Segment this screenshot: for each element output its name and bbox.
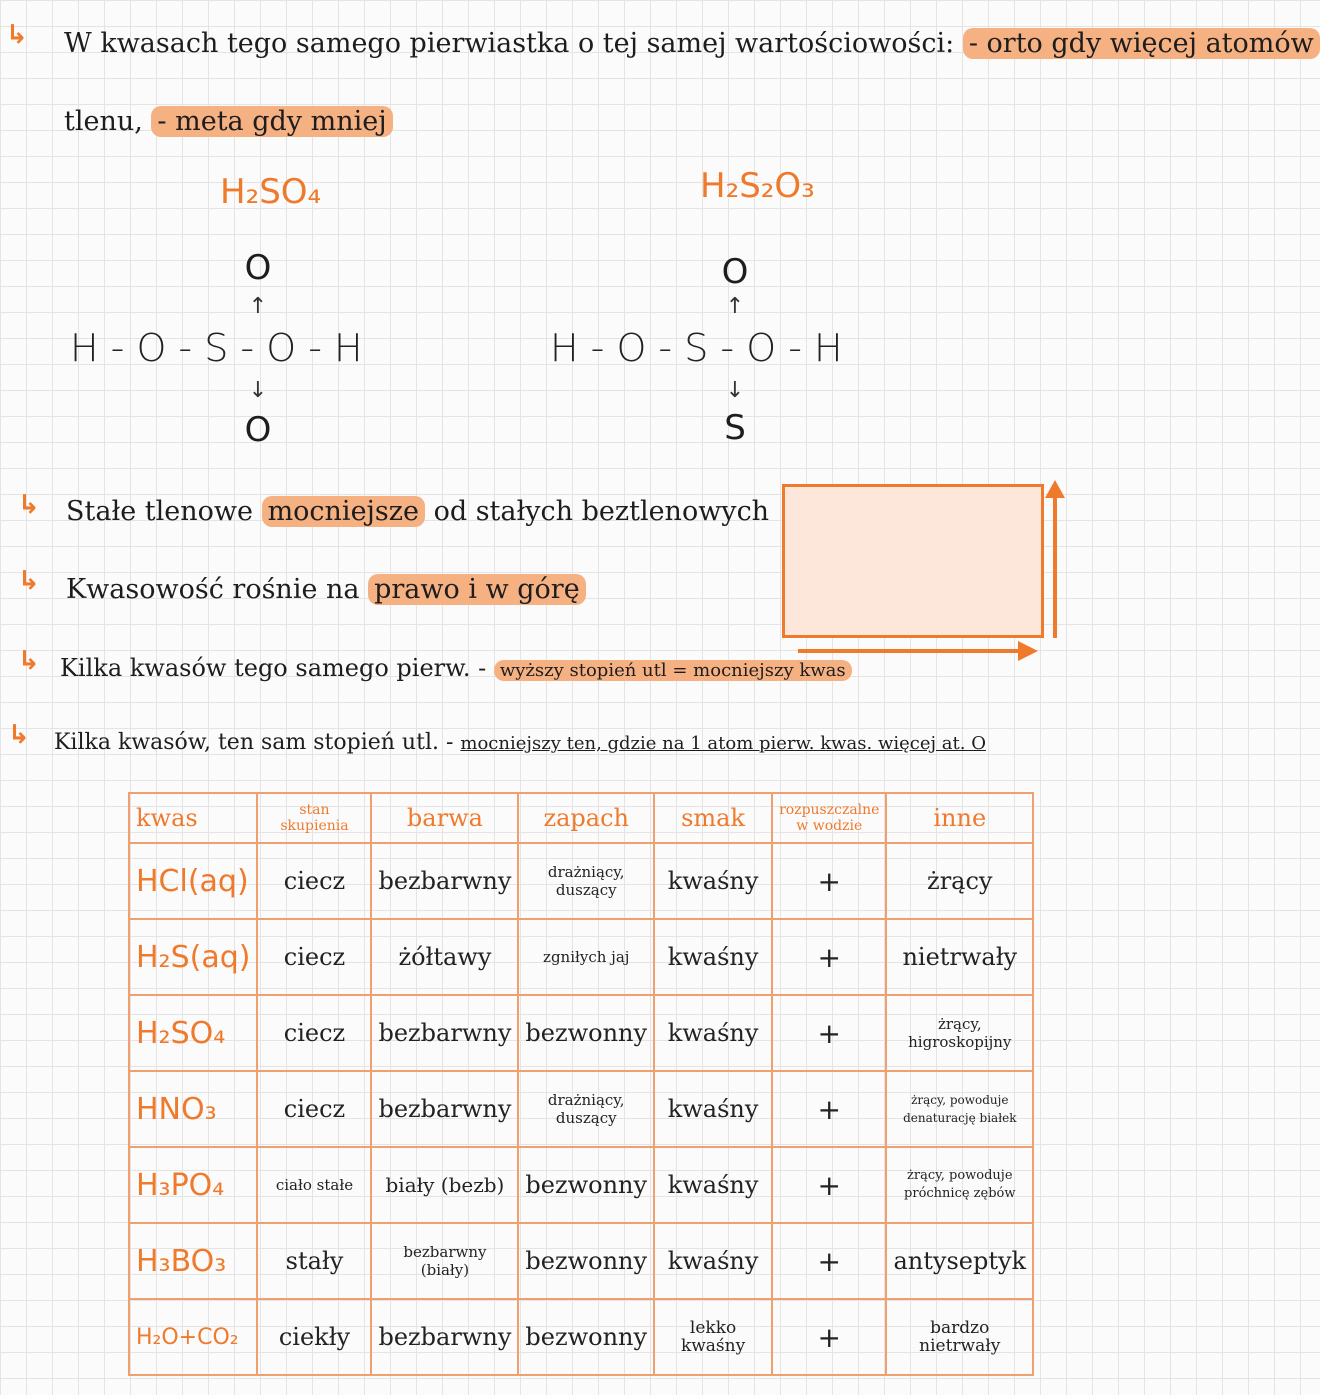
- arrow-bullet-icon: ↳: [8, 720, 30, 750]
- acid-name: H₃BO₃: [129, 1223, 257, 1299]
- header-rozpuszczalne: rozpuszczalne w wodzie: [772, 793, 886, 843]
- acid-taste: kwaśny: [654, 995, 772, 1071]
- rule-5-text: Kilka kwasów, ten sam stopień utl. -: [54, 730, 454, 755]
- acid-color: żółtawy: [371, 919, 518, 995]
- table-row: [129, 1071, 1033, 1147]
- rule-1-highlight: - orto gdy więcej atomów: [963, 28, 1320, 59]
- acid-color: bezbarwny: [371, 1299, 518, 1375]
- acid-smell: bezwonny: [518, 1299, 654, 1375]
- left-chain: H - O - S - O - H: [70, 326, 363, 370]
- acid-smell: bezwonny: [518, 995, 654, 1071]
- table-row: [129, 843, 1033, 919]
- acid-name: HCl(aq): [129, 843, 257, 919]
- acid-state: ciecz: [257, 1071, 371, 1147]
- acid-color: biały (bezb): [371, 1147, 518, 1223]
- right-arrow-down-icon: ↓: [725, 378, 745, 403]
- table-row: [129, 1223, 1033, 1299]
- acid-name: H₃PO₄: [129, 1147, 257, 1223]
- table-row: [129, 1147, 1033, 1223]
- arrow-bullet-icon: ↳: [18, 490, 40, 520]
- arrow-bullet-icon: ↳: [6, 20, 28, 50]
- acid-other: nietrwały: [886, 919, 1033, 995]
- acid-soluble: +: [772, 843, 886, 919]
- rule-2: [66, 496, 769, 527]
- rule-1-cont: [64, 106, 393, 137]
- rule-2-text: Stałe tlenowe: [66, 496, 253, 527]
- rule-3-highlight: prawo i w górę: [368, 574, 586, 605]
- header-inne: inne: [886, 793, 1033, 843]
- acid-other: żrący, higroskopijny: [886, 995, 1033, 1071]
- acid-color: bezbarwny: [371, 995, 518, 1071]
- acid-state: ciało stałe: [257, 1147, 371, 1223]
- acid-other: bardzo nietrwały: [886, 1299, 1033, 1375]
- acid-properties-table: [128, 792, 1034, 1376]
- rule-5: [54, 730, 986, 755]
- acid-color: bezbarwny: [371, 1071, 518, 1147]
- acid-other: antyseptyk: [886, 1223, 1033, 1299]
- acid-smell: bezwonny: [518, 1223, 654, 1299]
- table-row: [129, 919, 1033, 995]
- rule-4-highlight: wyższy stopień utl = mocniejszy kwas: [494, 660, 852, 681]
- acid-soluble: +: [772, 1071, 886, 1147]
- acid-color: bezbarwny (biały): [371, 1223, 518, 1299]
- rule-2-highlight: mocniejsze: [262, 496, 425, 527]
- acid-taste: kwaśny: [654, 1223, 772, 1299]
- acid-state: ciecz: [257, 919, 371, 995]
- rule-3-text: Kwasowość rośnie na: [66, 574, 360, 605]
- left-arrow-down-icon: ↓: [248, 378, 268, 403]
- acid-state: ciecz: [257, 843, 371, 919]
- acid-taste: kwaśny: [654, 1147, 772, 1223]
- rule-3: [66, 574, 586, 605]
- acidity-trend-box: [782, 484, 1044, 638]
- right-chain: H - O - S - O - H: [550, 326, 843, 370]
- table-header-row: [129, 793, 1033, 843]
- acid-soluble: +: [772, 1223, 886, 1299]
- acid-state: ciekły: [257, 1299, 371, 1375]
- table-row: [129, 995, 1033, 1071]
- header-kwas: kwas: [129, 793, 257, 843]
- rule-1-highlight-2: - meta gdy mniej: [151, 106, 392, 137]
- acid-soluble: +: [772, 995, 886, 1071]
- acid-state: ciecz: [257, 995, 371, 1071]
- header-barwa: barwa: [371, 793, 518, 843]
- acid-name: H₂O+CO₂: [129, 1299, 257, 1375]
- header-zapach: zapach: [518, 793, 654, 843]
- header-smak: smak: [654, 793, 772, 843]
- rule-2-rest: od stałych beztlenowych: [433, 496, 770, 527]
- acid-taste: kwaśny: [654, 843, 772, 919]
- acid-name: HNO₃: [129, 1071, 257, 1147]
- acid-soluble: +: [772, 1299, 886, 1375]
- acid-taste: kwaśny: [654, 1071, 772, 1147]
- acid-taste: kwaśny: [654, 919, 772, 995]
- acid-smell: drażniący, duszący: [518, 1071, 654, 1147]
- acid-soluble: +: [772, 919, 886, 995]
- rule-4: [60, 654, 852, 682]
- header-stan: stan skupienia: [257, 793, 371, 843]
- acid-smell: zgniłych jaj: [518, 919, 654, 995]
- table-row: [129, 1299, 1033, 1375]
- right-arrow-up-icon: ↑: [725, 294, 745, 319]
- acid-state: stały: [257, 1223, 371, 1299]
- left-arrow-up-icon: ↑: [248, 294, 268, 319]
- arrow-up-icon: [1040, 480, 1070, 640]
- left-formula: H₂SO₄: [220, 172, 322, 212]
- rule-1-text: W kwasach tego samego pierwiastka o tej samej wartościowości:: [64, 28, 955, 59]
- rule-4-text: Kilka kwasów tego samego pierw. -: [60, 654, 487, 682]
- acid-name: H₂S(aq): [129, 919, 257, 995]
- rule-5-highlight: mocniejszy ten, gdzie na 1 atom pierw. kwas. więcej at. O: [460, 733, 986, 754]
- acid-other: żrący, powoduje denaturację białek: [886, 1071, 1033, 1147]
- acid-soluble: +: [772, 1147, 886, 1223]
- acid-other: żrący, powoduje próchnicę zębów: [886, 1147, 1033, 1223]
- acid-taste: lekko kwaśny: [654, 1299, 772, 1375]
- right-bottom-sulfur: S: [724, 408, 746, 448]
- acid-name: H₂SO₄: [129, 995, 257, 1071]
- acid-color: bezbarwny: [371, 843, 518, 919]
- rule-1: [64, 28, 1320, 59]
- arrow-bullet-icon: ↳: [18, 646, 40, 676]
- left-bottom-oxygen: O: [244, 410, 272, 450]
- right-formula: H₂S₂O₃: [700, 166, 815, 206]
- acid-other: żrący: [886, 843, 1033, 919]
- left-top-oxygen: O: [244, 248, 272, 288]
- arrow-bullet-icon: ↳: [18, 566, 40, 596]
- acid-smell: drażniący, duszący: [518, 843, 654, 919]
- right-top-oxygen: O: [721, 252, 749, 292]
- rule-1-cont-text: tlenu,: [64, 106, 143, 137]
- acid-smell: bezwonny: [518, 1147, 654, 1223]
